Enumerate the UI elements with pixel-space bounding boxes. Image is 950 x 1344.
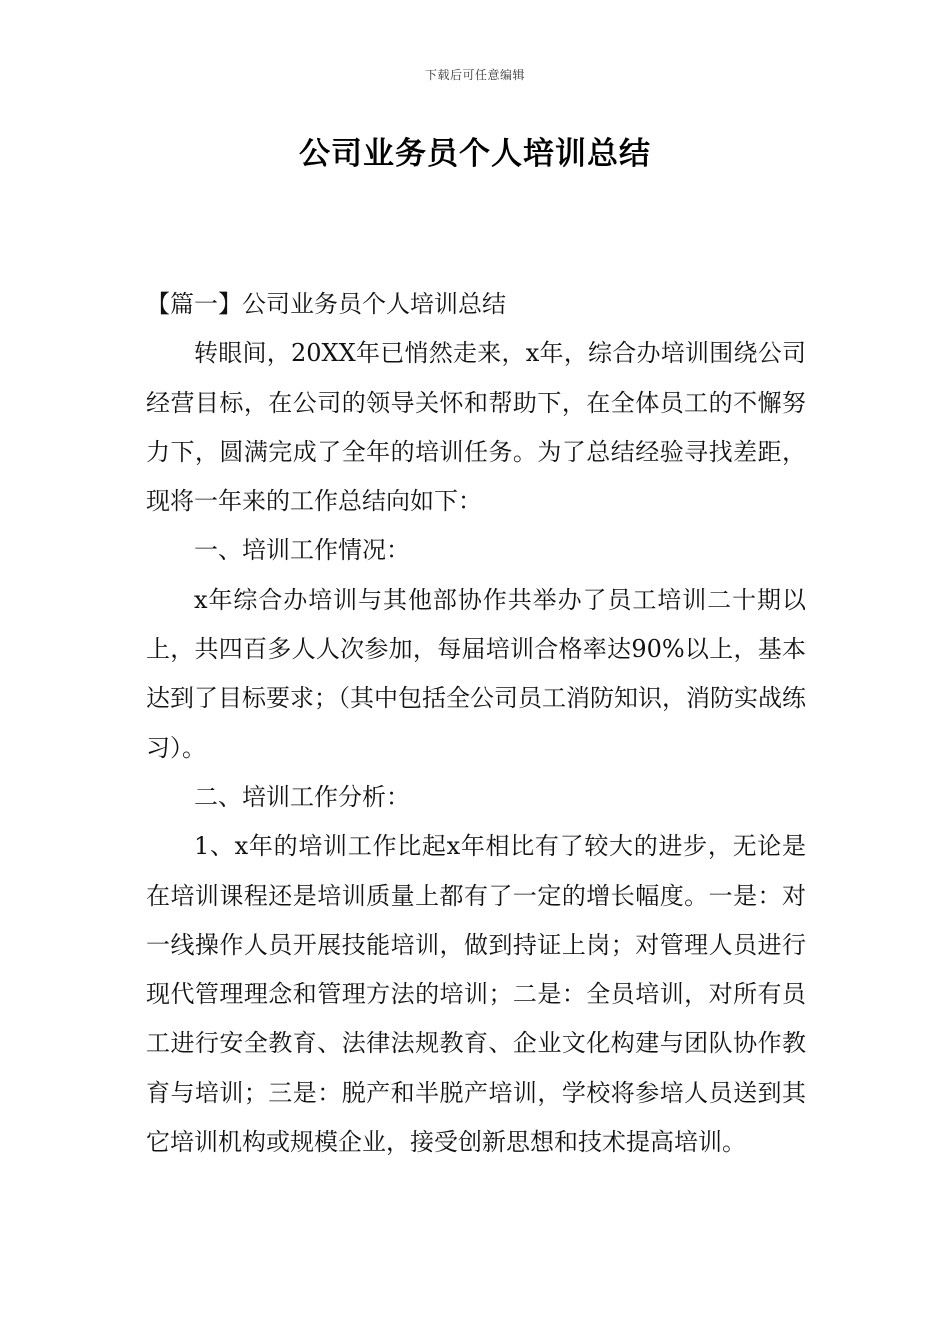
paragraph-training-status: x年综合办培训与其他部协作共举办了员工培训二十期以上，共四百多人人次参加，每届培训合格率达90%以上，基本达到了目标要求；（其中包括全公司员工消防知识，消防实战练习）。	[146, 585, 806, 762]
paragraph-intro: 转眼间，20XX年已悄然走来，x年，综合办培训围绕公司经营目标，在公司的领导关怀和帮助下，在全体员工的不懈努力下，圆满完成了全年的培训任务。为了总结经验寻找差距，现将一年来的工作总结向如下：	[146, 339, 806, 516]
document-title: 公司业务员个人培训总结	[299, 136, 651, 172]
subheading-training-status: 一、培训工作情况：	[194, 536, 410, 565]
document-body	[146, 280, 806, 1167]
subheading-training-analysis: 二、培训工作分析：	[194, 782, 410, 811]
section-heading: 【篇一】公司业务员个人培训总结	[146, 290, 506, 318]
header-note: 下载后可任意编辑	[424, 68, 525, 82]
paragraph-training-analysis: 1、x年的培训工作比起x年相比有了较大的进步，无论是在培训课程还是培训质量上都有了一定的增长幅度。一是：对一线操作人员开展技能培训，做到持证上岗；对管理人员进行现代管理理念和管理方法的培训；二是：全员培训，对所有员工进行安全教育、法律法规教育、企业文化构建与团队协作教育与培训；三是：脱产和半脱产培训，学校将参培人员送到其它培训机构或规模企业，接受创新思想和技术提高培训。	[146, 832, 806, 1157]
